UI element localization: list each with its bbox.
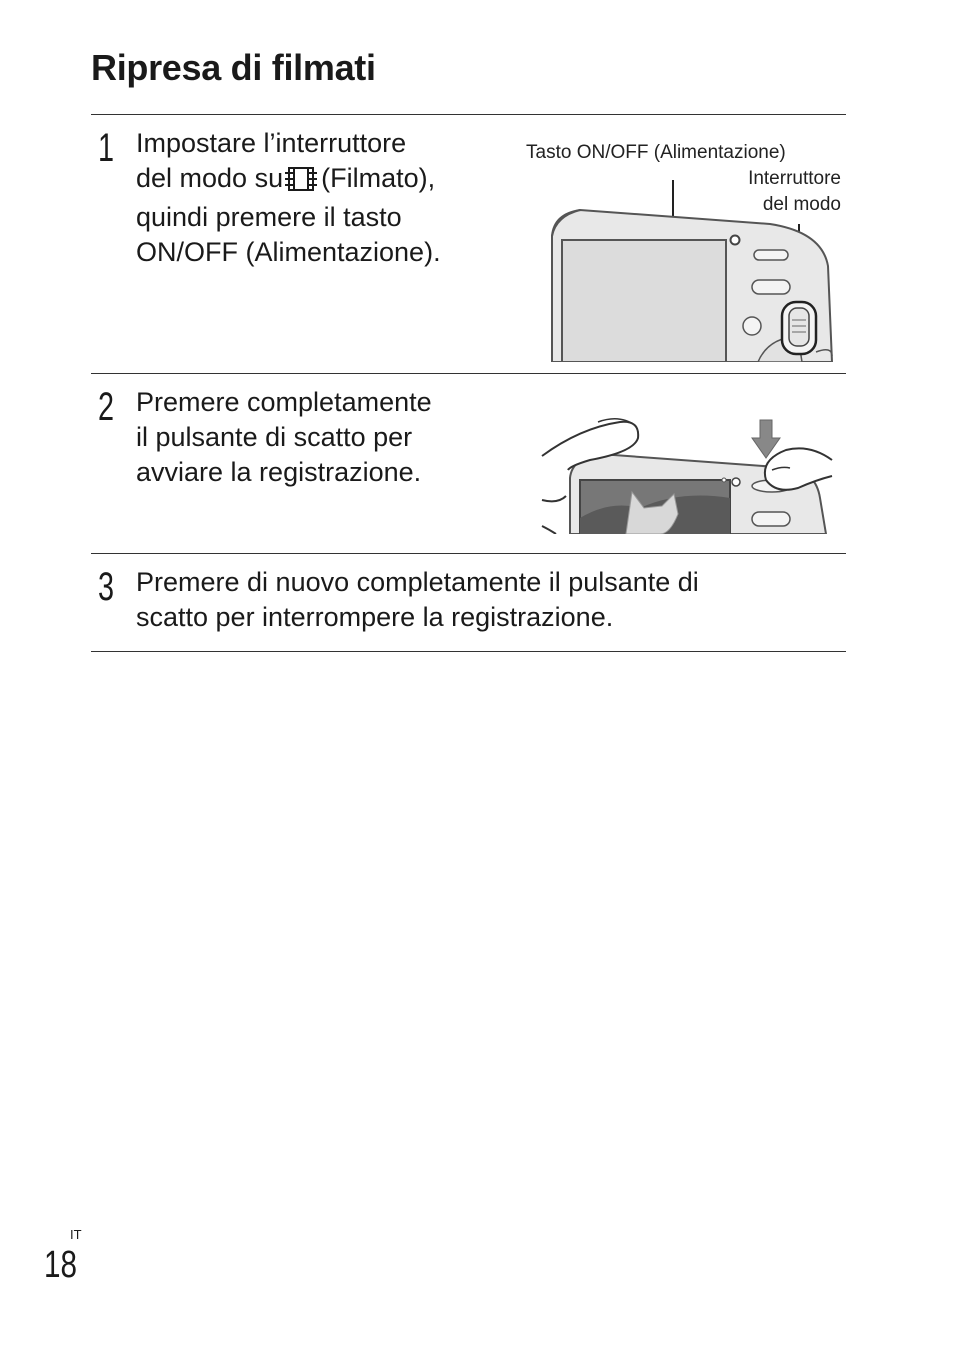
mode-switch-callout: Interruttore del modo — [748, 168, 841, 215]
page-title: Ripresa di filmati — [91, 47, 376, 88]
step-number: 3 — [98, 565, 115, 609]
step-instruction: Impostare l’interruttore del modo su (Filmato), quindi premere il tasto ON/OFF (Alimentazione). — [136, 128, 441, 267]
section-divider — [91, 114, 846, 115]
section-divider — [91, 553, 846, 554]
section-divider — [91, 373, 846, 374]
step-instruction: Premere completamente il pulsante di scatto per avviare la registrazione. — [136, 387, 432, 487]
camera-top-illustration — [540, 176, 840, 362]
movie-mode-icon — [285, 165, 317, 200]
shutter-press-illustration — [540, 408, 840, 534]
section-divider — [91, 651, 846, 652]
language-code: IT — [70, 1227, 82, 1242]
step-instruction: Premere di nuovo completamente il pulsante di scatto per interrompere la registrazione. — [136, 567, 699, 632]
power-button-callout: Tasto ON/OFF (Alimentazione) — [526, 142, 786, 163]
step-number: 1 — [98, 126, 115, 170]
page-number: 18 — [44, 1244, 77, 1286]
step-number: 2 — [98, 385, 115, 429]
